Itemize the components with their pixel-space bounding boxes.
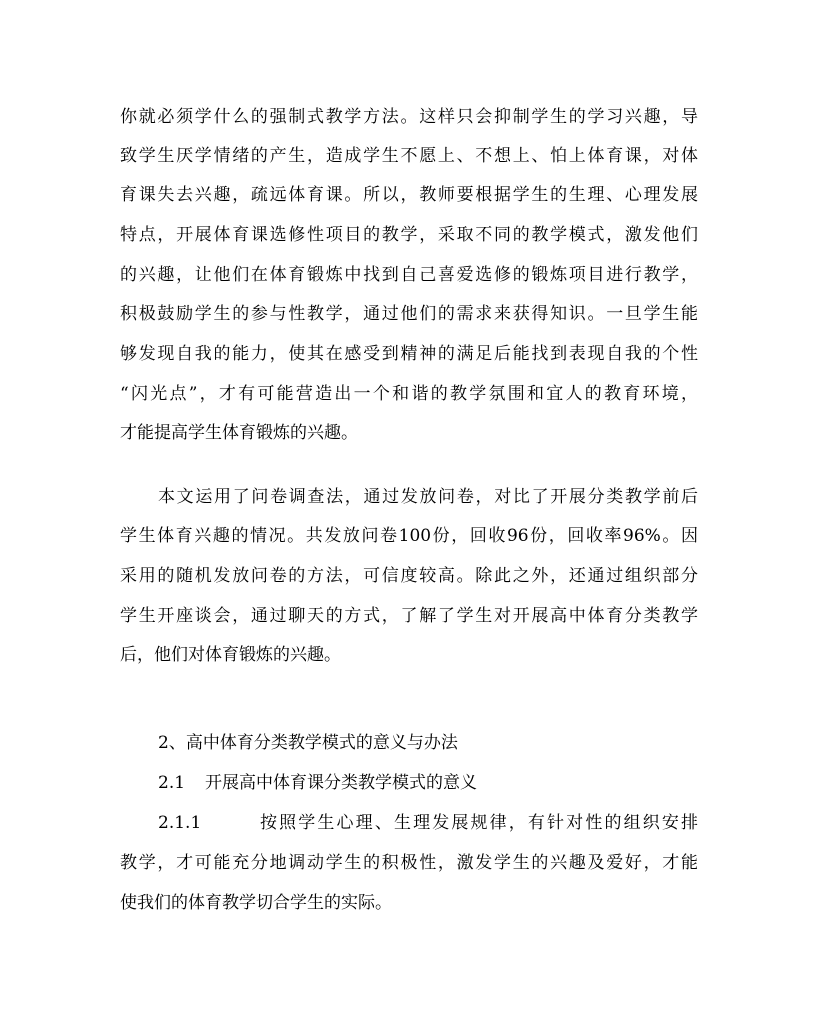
paragraph-line: 采用的随机发放问卷的方法，可信度较高。除此之外，还通过组织部分 [120, 566, 698, 586]
paragraph-line: 使我们的体育教学切合学生的实际。 [120, 893, 392, 913]
paragraph-line: 学生开座谈会，通过聊天的方式，了解了学生对开展高中体育分类教学 [120, 606, 698, 626]
section-heading: 2、高中体育分类教学模式的意义与办法 [158, 733, 458, 753]
paragraph-line: 学生体育兴趣的情况。共发放问卷100份，回收96份，回收率96%。因 [120, 526, 698, 546]
paragraph-line: 才能提高学生体育锻炼的兴趣。 [120, 423, 358, 443]
subsubsection-number: 2.1.1 [158, 813, 202, 833]
paragraph-line: “闪光点”，才有可能营造出一个和谐的教学氛围和宜人的教育环境， [120, 384, 698, 404]
paragraph-line: 致学生厌学情绪的产生，造成学生不愿上、不想上、怕上体育课，对体 [120, 146, 698, 166]
paragraph-line: 积极鼓励学生的参与性教学，通过他们的需求来获得知识。一旦学生能 [120, 304, 698, 324]
paragraph-line: 够发现自我的能力，使其在感受到精神的满足后能找到表现自我的个性 [120, 344, 698, 364]
paragraph-line: 特点，开展体育课选修性项目的教学，采取不同的教学模式，激发他们 [120, 225, 698, 245]
paragraph-line: 的兴趣，让他们在体育锻炼中找到自己喜爱选修的锻炼项目进行教学， [120, 265, 698, 285]
paragraph-line: 教学，才可能充分地调动学生的积极性，激发学生的兴趣及爱好，才能 [120, 853, 698, 873]
subsection-number: 2.1 [158, 773, 186, 793]
paragraph-line: 按照学生心理、生理发展规律，有针对性的组织安排 [260, 813, 698, 833]
paragraph-line: 育课失去兴趣，疏远体育课。所以，教师要根据学生的生理、心理发展 [120, 185, 698, 205]
subsection-title: 开展高中体育课分类教学模式的意义 [205, 773, 477, 793]
paragraph-line: 本文运用了问卷调查法，通过发放问卷，对比了开展分类教学前后 [158, 487, 698, 507]
paragraph-line: 后，他们对体育锻炼的兴趣。 [120, 645, 341, 665]
paragraph-line: 你就必须学什么的强制式教学方法。这样只会抑制学生的学习兴趣，导 [120, 107, 698, 127]
